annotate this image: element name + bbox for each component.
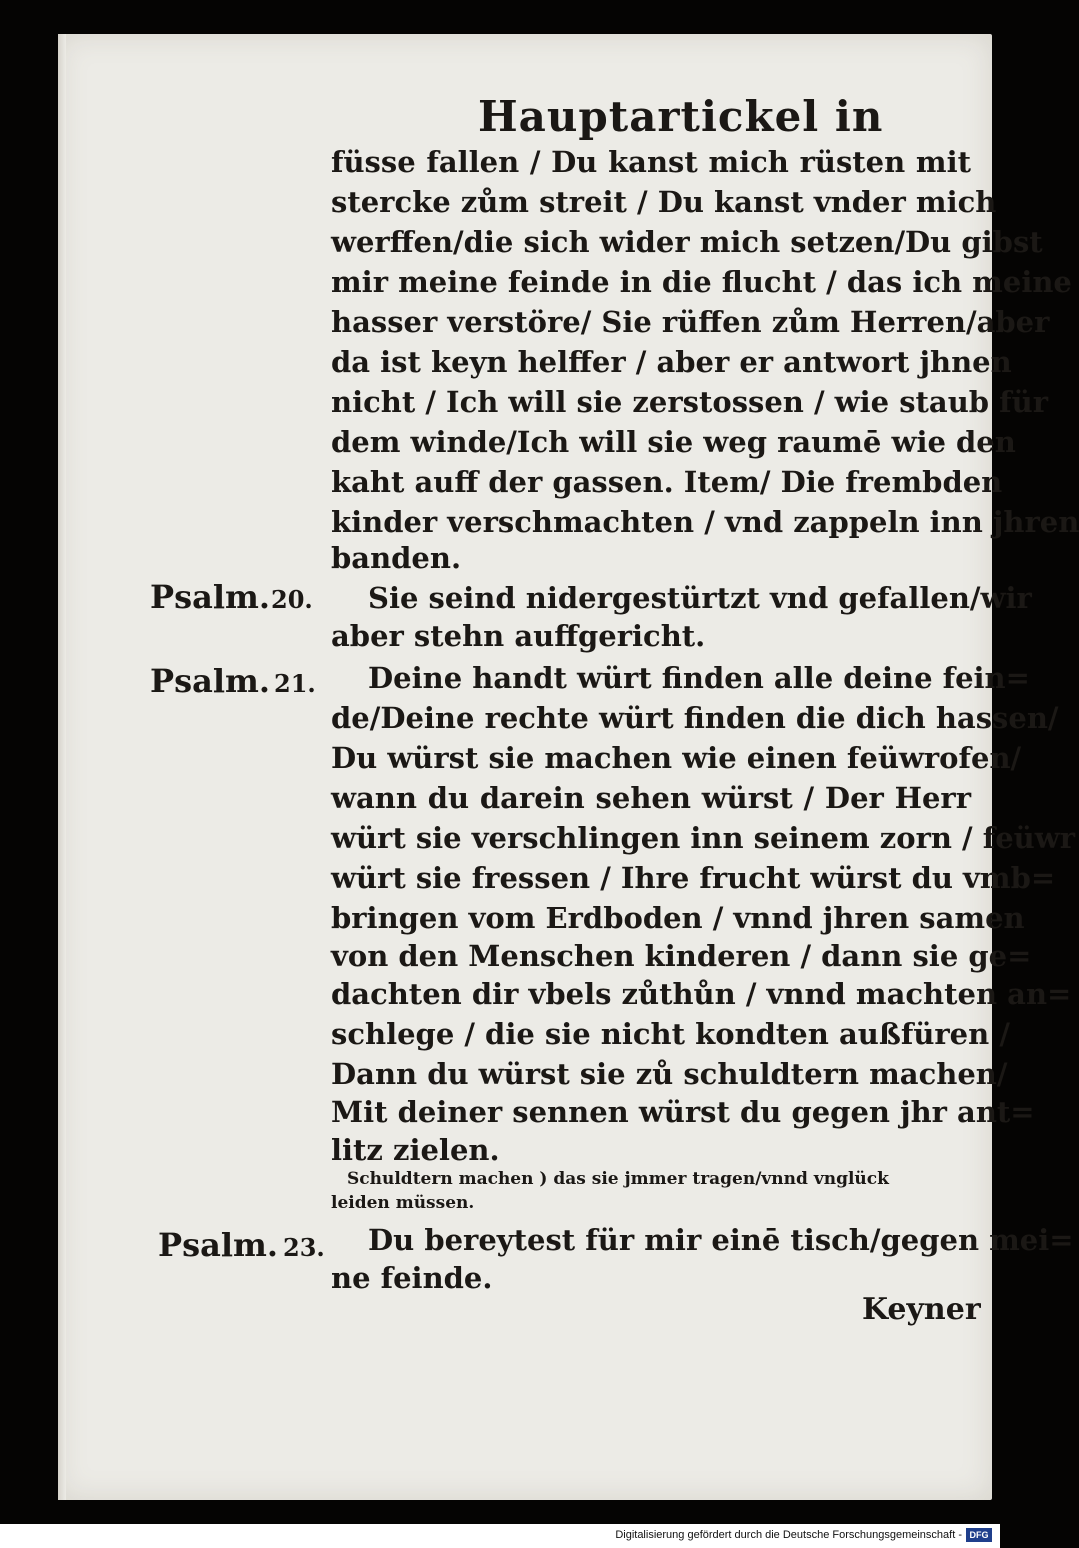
body-line: kinder verschmachten / vnd zappeln inn jhren (331, 505, 1079, 539)
psalm-23-ref-number: 23. (283, 1233, 325, 1262)
body-line: füsse fallen / Du kanst mich rüsten mit (331, 145, 971, 179)
body-line: Deine handt würt finden alle deine fein= (368, 661, 1030, 695)
psalm-20-ref-label: Psalm. (150, 578, 270, 616)
body-line: würt sie fressen / Ihre frucht würst du vmb= (331, 861, 1056, 895)
body-line: dem winde/Ich will sie weg raumē wie den (331, 425, 1016, 459)
gloss-line: Schuldtern machen ) das sie jmmer tragen/vnnd vnglück (347, 1169, 889, 1189)
psalm-23-ref-label: Psalm. (158, 1226, 278, 1264)
psalm-20-ref-number: 20. (271, 585, 313, 614)
body-line: hasser verstöre/ Sie rüffen zům Herren/aber (331, 305, 1050, 339)
body-line: kaht auff der gassen. Item/ Die frembden (331, 465, 1003, 499)
body-line: Dann du würst sie zů schuldtern machen/ (331, 1057, 1008, 1091)
body-line: Du würst sie machen wie einen feüwrofen/ (331, 741, 1022, 775)
body-line: wann du darein sehen würst / Der Herr (331, 781, 971, 815)
body-line: werffen/die sich wider mich setzen/Du gibst (331, 225, 1043, 259)
body-line: nicht / Ich will sie zerstossen / wie staub für (331, 385, 1048, 419)
body-line: da ist keyn helffer / aber er antwort jhnen (331, 345, 1012, 379)
catchword: Keyner (862, 1292, 981, 1327)
running-head: Hauptartickel in (478, 92, 884, 141)
psalm-21-ref-number: 21. (274, 669, 316, 698)
body-line: dachten dir vbels zůthůn / vnnd machten an= (331, 977, 1072, 1011)
body-line: Du bereytest für mir einē tisch/gegen mei= (368, 1223, 1074, 1257)
body-line: ne feinde. (331, 1261, 493, 1295)
gloss-line: leiden müssen. (331, 1193, 475, 1213)
body-line: de/Deine rechte würt finden die dich hassen/ (331, 701, 1059, 735)
footer-credit: Digitalisierung gefördert durch die Deutsche Forschungsgemeinschaft - (615, 1529, 962, 1541)
body-line: banden. (331, 541, 462, 575)
dfg-logo[interactable]: DFG (966, 1528, 992, 1542)
body-line: von den Menschen kinderen / dann sie ge= (331, 939, 1032, 973)
body-line: schlege / die sie nicht kondten außfüren / (331, 1017, 1010, 1051)
psalm-21-ref-label: Psalm. (150, 662, 270, 700)
body-line: litz zielen. (331, 1133, 500, 1167)
body-line: bringen vom Erdboden / vnnd jhren samen (331, 901, 1025, 935)
body-line: Sie seind nidergestürtzt vnd gefallen/wir (368, 581, 1032, 615)
body-line: Mit deiner sennen würst du gegen jhr ant= (331, 1095, 1035, 1129)
body-line: mir meine feinde in die flucht / das ich meine (331, 265, 1072, 299)
body-line: aber stehn auffgericht. (331, 619, 706, 653)
body-line: stercke zům streit / Du kanst vnder mich (331, 185, 997, 219)
body-line: würt sie verschlingen inn seinem zorn / feüwr (331, 821, 1075, 855)
